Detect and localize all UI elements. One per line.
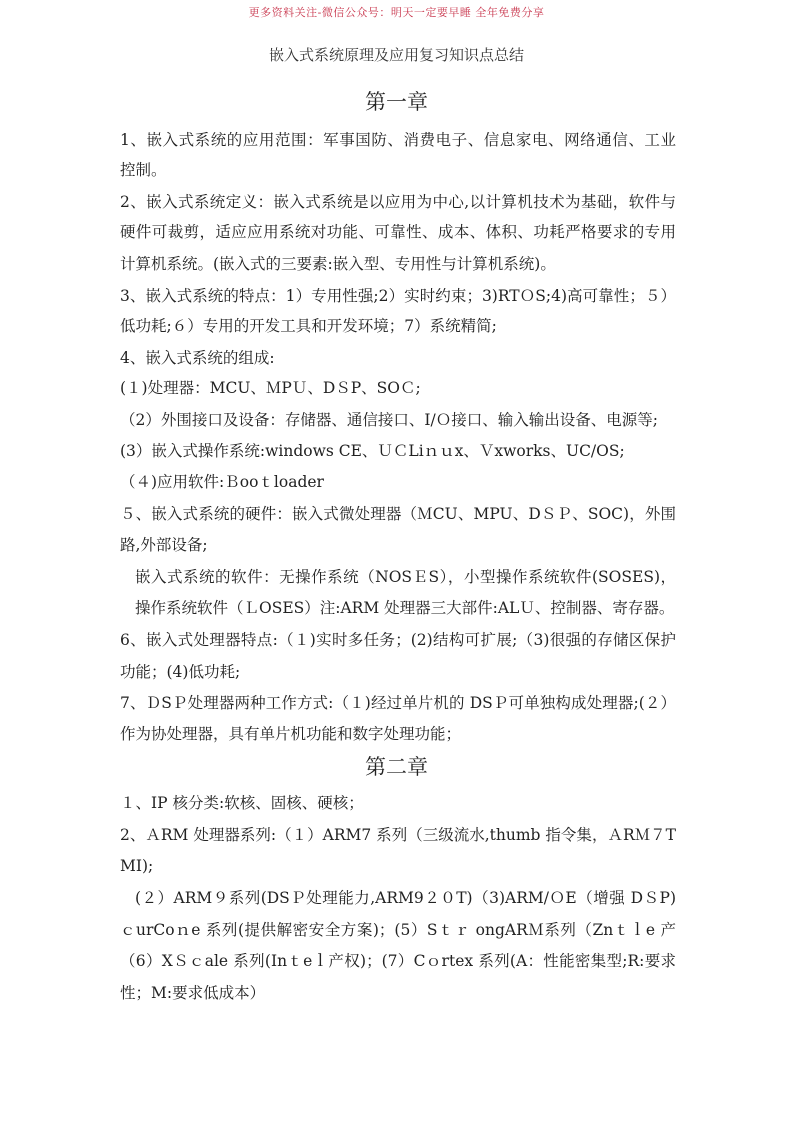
text-line: ｃurCoｎe 系列(提供解密安全方案)；(5）Sｔｒ ongARＭ系列（Znｔｌe 产	[120, 921, 676, 939]
text-line: 低功耗;６）专用的开发工具和开发环境；7）系统精简;	[120, 317, 497, 335]
text-line: 控制。	[120, 161, 167, 179]
document-title: 嵌入式系统原理及应用复习知识点总结	[268, 46, 524, 64]
text-line: MI);	[120, 857, 154, 875]
text-line: (１)处理器：MCU、ＭPＵ、DＳP、SOＣ;	[120, 379, 421, 397]
text-line: 6、嵌入式处理器特点:（１)实时多任务；(2)结构可扩展;（3)很强的存储区保护	[120, 631, 676, 649]
text-line: 路,外部设备;	[120, 536, 208, 554]
text-line: 嵌入式系统的软件：无操作系统（NOSＥS），小型操作系统软件(SOSES)，	[135, 568, 676, 586]
text-line: 计算机系统。(嵌入式的三要素:嵌入型、专用性与计算机系统)。	[120, 255, 556, 273]
text-line: 操作系统软件（ＬOSES）注:ARM 处理器三大部件:ALＵ、控制器、寄存器。	[135, 599, 675, 617]
text-line: 硬件可裁剪，适应应用系统对功能、可靠性、成本、体积、功耗严格要求的专用	[120, 223, 676, 241]
text-line: （2）外围接口及设备：存储器、通信接口、I/Ｏ接口、输入输出设备、电源等;	[120, 411, 658, 429]
text-line: 功能；(4)低功耗;	[120, 663, 241, 681]
text-line: 4、嵌入式系统的组成:	[120, 349, 275, 367]
chapter-1-heading: 第一章	[365, 90, 428, 114]
text-line: 7、ＤSＰ处理器两种工作方式:（１)经过单片机的 DSＰ可单独构成处理器;(２）	[120, 694, 676, 712]
chapter-2-heading: 第二章	[365, 755, 428, 779]
text-line: 作为协处理器，具有单片机功能和数字处理功能；	[120, 725, 462, 743]
text-line: (3）嵌入式操作系统:windows CE、ＵＣLiｎｕx、Ｖxworks、UC/OS;	[120, 442, 625, 460]
text-line: （４)应用软件:Ｂooｔloader	[120, 473, 324, 491]
text-line: １、IP 核分类:软核、固核、硬核；	[120, 794, 364, 812]
text-line: ５、嵌入式系统的硬件：嵌入式微处理器（ＭCU、MPU、DＳＰ、SOC)，外围	[120, 505, 676, 523]
text-line: 3、嵌入式系统的特点：1）专用性强;2）实时约束；3)RTＯS;4)高可靠性；５）	[120, 287, 676, 305]
header-note: 更多资料关注-微信公众号：明天一定要早睡 全年免费分享	[248, 6, 545, 19]
text-line: （6）XＳｃale 系列(Inｔeｌ产权)；(7）Cｏrtex 系列(A：性能密集型;R:要求	[120, 952, 676, 970]
text-line: 性；M:要求低成本）	[120, 984, 266, 1002]
text-line: (２）ARM９系列(DSＰ处理能力,ARM9２０T)（3)ARM/ＯE（增强 DＳP)	[135, 889, 676, 907]
text-line: 2、嵌入式系统定义：嵌入式系统是以应用为中心,以计算机技术为基础，软件与	[120, 193, 676, 211]
text-line: 1、嵌入式系统的应用范围：军事国防、消费电子、信息家电、网络通信、工业	[120, 131, 676, 149]
text-line: 2、ＡRM 处理器系列:（１）ARM7 系列（三级流水,thumb 指令集，ＡRＭ７T	[120, 826, 676, 844]
